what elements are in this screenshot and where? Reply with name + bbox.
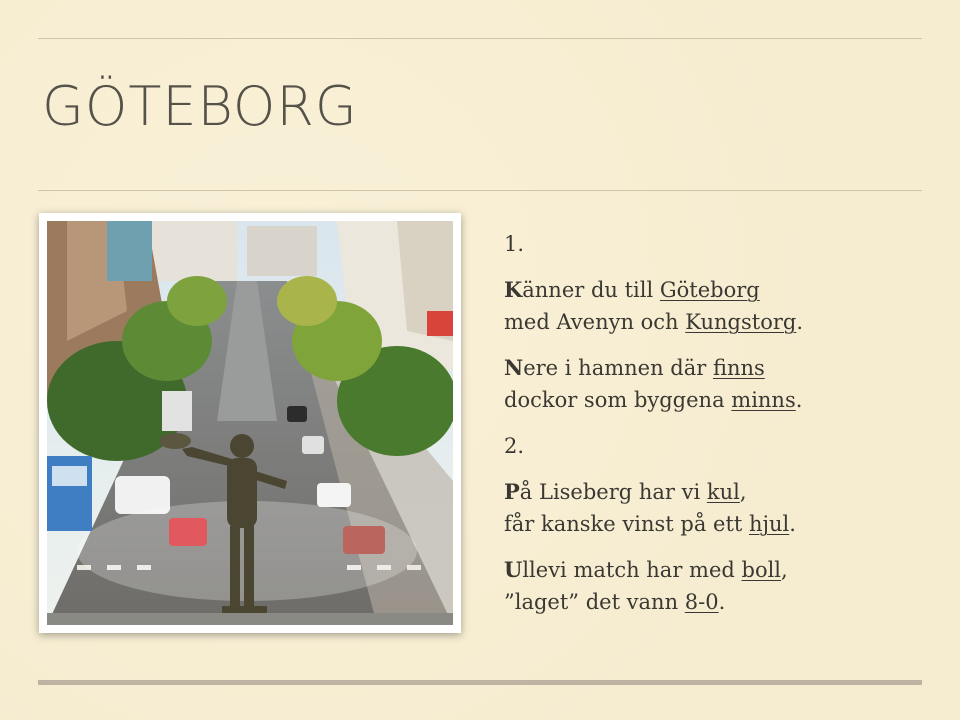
stanza-line [504,554,924,586]
underlined-word: minns [731,388,796,412]
stanza-2 [504,352,924,416]
underlined-word: kul [706,480,740,504]
line-text: ere i hamnen där [523,356,713,380]
part-number-1: 1. [504,232,525,256]
line-text: dockor som byggena [504,388,732,412]
stanza-line [504,384,924,416]
stanza-line [504,586,924,618]
underlined-word: Kungstorg [685,310,797,334]
initial-letter: K [504,277,523,302]
stanza-1 [504,274,924,338]
initial-letter: U [504,557,523,582]
top-divider [38,38,922,39]
stanza-line [504,274,924,306]
underlined-word: Göteborg [659,278,760,302]
underlined-word: 8-0 [684,590,719,614]
stanza-line [504,306,924,338]
title-divider [38,190,922,191]
punctuation: . [718,590,726,614]
initial-letter: N [504,355,524,380]
stanza-line [504,352,924,384]
slide-title: GÖTEBORG [42,75,358,138]
punctuation: , [781,558,788,582]
initial-letter: P [504,479,520,504]
stanza-line [504,476,924,508]
underlined-word: hjul [749,512,790,536]
part-number-2: 2. [504,434,525,458]
stanza-4 [504,554,924,618]
underlined-word: finns [712,356,765,380]
punctuation: . [795,388,803,412]
line-text: änner du till [522,278,660,302]
punctuation: . [789,512,796,536]
line-text: får kanske vinst på ett [504,512,749,536]
line-text: llevi match har med [522,558,742,582]
stanza-3 [504,476,924,540]
bottom-divider [38,680,922,685]
punctuation: . [796,310,804,334]
lyrics-column [504,228,924,632]
line-text: ”laget” det vann [504,590,685,614]
underlined-word: boll [741,558,782,582]
punctuation: , [739,480,747,504]
line-text: å Liseberg har vi [519,480,707,504]
stanza-line [504,508,924,540]
photo-frame [39,213,461,633]
city-avenue-photo [47,221,453,625]
line-text: med Avenyn och [504,310,686,334]
